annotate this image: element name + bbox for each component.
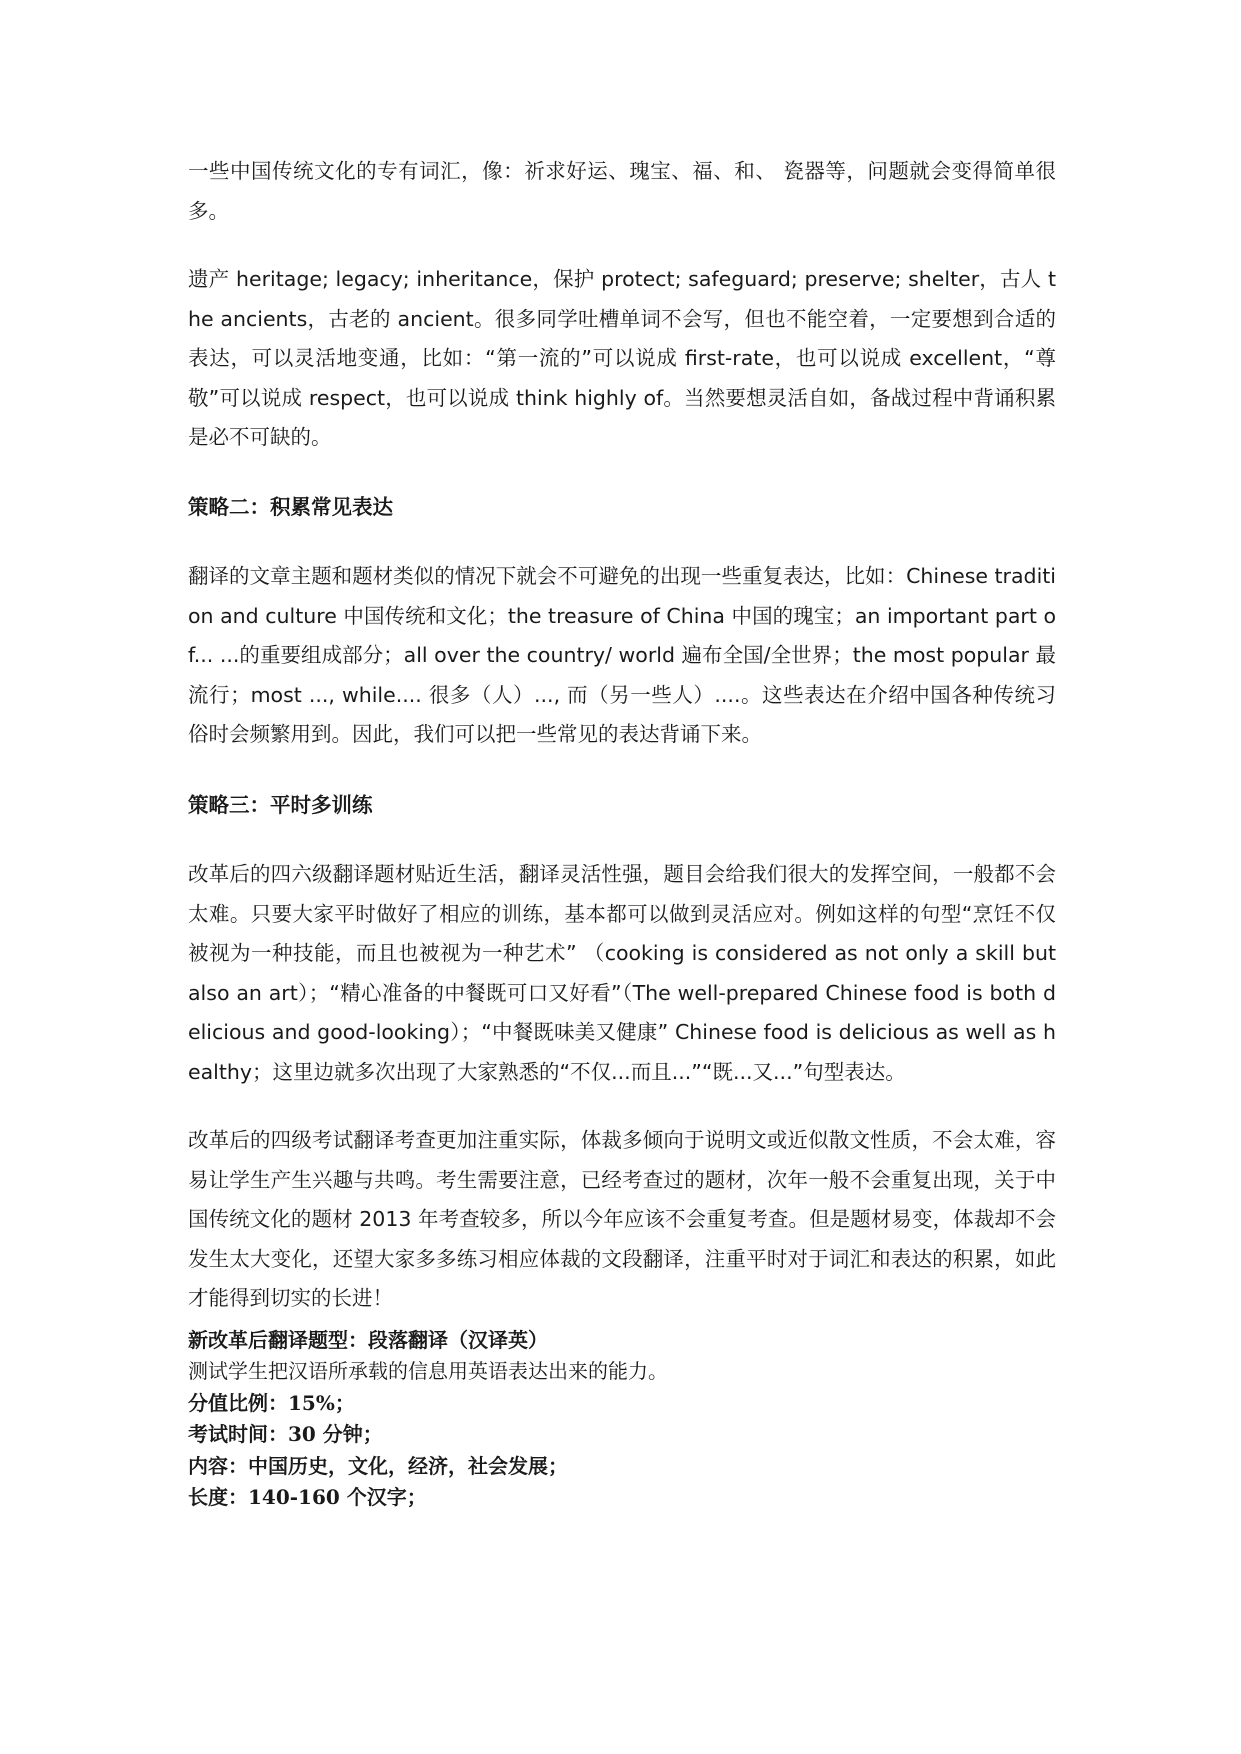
paragraph-vocabulary-examples: 遗产 heritage; legacy; inheritance，保护 protect; safeguard; preserve; shelter，古人 the ancients，古老的 ancient。很多同学吐槽单词不会写，但也不能空着，一定要想到合适的表达，可以灵活地变通，比如：“第一流的”可以说成 first-rate，也可以说成 excellent，“尊敬”可以说成 respect，也可以说成 think highly of。当然要想灵活自如，备战过程中背诵积累是必不可缺的。 — [188, 267, 1056, 449]
info-title: 新改革后翻译题型：段落翻译（汉译英） — [188, 1327, 548, 1352]
paragraph-vocabulary-intro: 一些中国传统文化的专有词汇，像：祈求好运、瑰宝、福、和、 瓷器等，问题就会变得简单很多。 — [188, 159, 1056, 223]
info-time: 考试时间：30 分钟； — [188, 1422, 383, 1446]
paragraph-practice: 改革后的四六级翻译题材贴近生活，翻译灵活性强，题目会给我们很大的发挥空间，一般都不会太难。只要大家平时做好了相应的训练，基本都可以做到灵活应对。例如这样的句型“烹饪不仅被视为一种技能，而且也被视为一种艺术” （cooking is considered as not only a skill but also an art）；“精心准备的中餐既可口又好看”（The well-prepared Chinese food is both delicious and good-looking）；“中餐既味美又健康” Chinese food is delicious as well as healthy；这里边就多次出现了大家熟悉的“不仅...而且...”“既...又...”句型表达。 — [188, 862, 1056, 1084]
info-score: 分值比例：15%； — [188, 1390, 355, 1415]
paragraph-common-expressions: 翻译的文章主题和题材类似的情况下就会不可避免的出现一些重复表达，比如：Chinese tradition and culture 中国传统和文化；the treasure of China 中国的瑰宝；an important part of... ...的重要组成部分；all over the country/ world 遍布全国/全世界；the most popular 最流行；most ..., while.... 很多（人）..., 而（另一些人）....。这些表达在介绍中国各种传统习俗时会频繁用到。因此，我们可以把一些常见的表达背诵下来。 — [188, 564, 1056, 746]
heading-strategy-3: 策略三：平时多训练 — [188, 792, 373, 817]
paragraph-exam-summary: 改革后的四级考试翻译考查更加注重实际，体裁多倾向于说明文或近似散文性质，不会太难，容易让学生产生兴趣与共鸣。考生需要注意，已经考查过的题材，次年一般不会重复出现，关于中国传统文化的题材 2013 年考查较多，所以今年应该不会重复考查。但是题材易变，体裁却不会发生太大变化，还望大家多多练习相应体裁的文段翻译，注重平时对于词汇和表达的积累，如此才能得到切实的长进！ — [188, 1128, 1056, 1310]
heading-strategy-2: 策略二：积累常见表达 — [188, 494, 393, 519]
info-description: 测试学生把汉语所承载的信息用英语表达出来的能力。 — [188, 1359, 668, 1383]
info-content: 内容：中国历史，文化，经济，社会发展； — [188, 1453, 568, 1478]
document-page — [188, 152, 1056, 1514]
info-length: 长度：140-160 个汉字； — [188, 1485, 427, 1509]
